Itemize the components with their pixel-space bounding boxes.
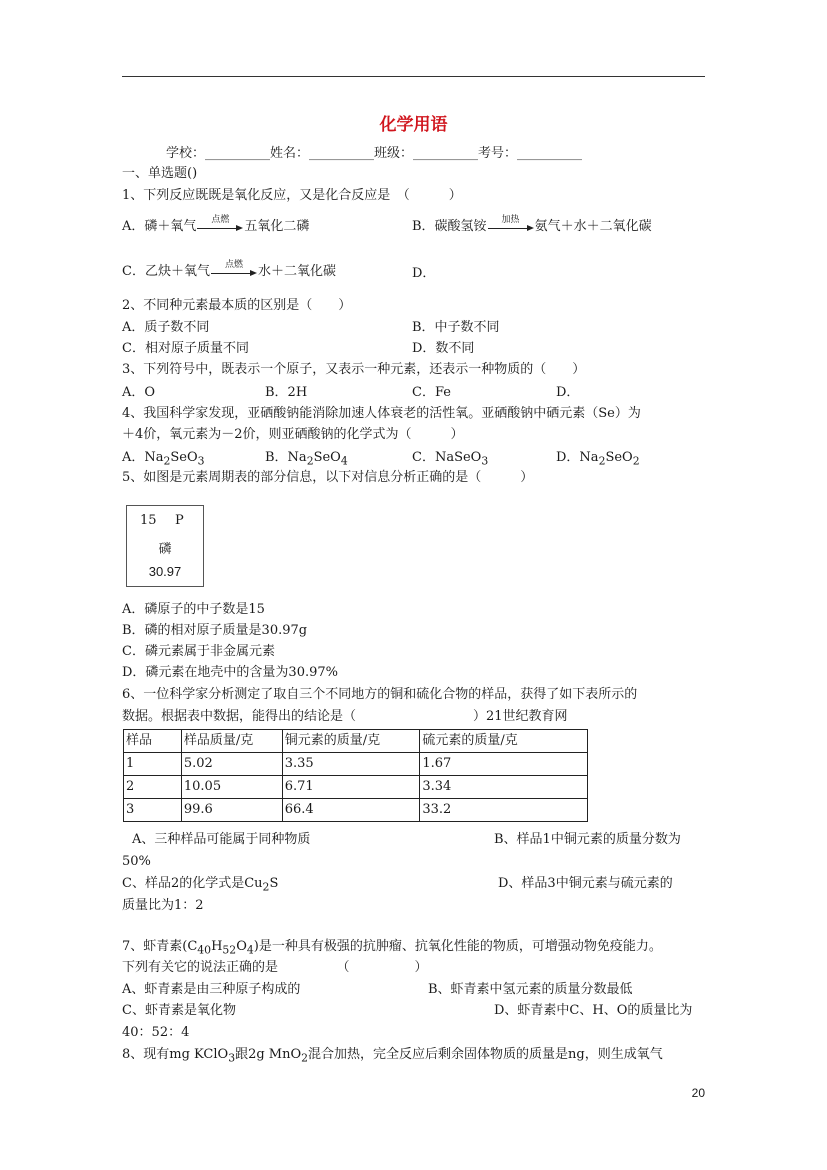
q3-stem: 3、下列符号中，既表示一个原子，又表示一种元素，还表示一种物质的（ ） bbox=[122, 362, 586, 377]
q7-option-b: B、虾青素中氢元素的质量分数最低 bbox=[428, 982, 633, 997]
table-header-cell: 样品质量/克 bbox=[181, 730, 282, 753]
element-symbol: P bbox=[175, 513, 184, 528]
q5-stem: 5、如图是元素周期表的部分信息，以下对信息分析正确的是（ ） bbox=[122, 470, 534, 485]
reaction-arrow-icon bbox=[197, 217, 243, 237]
table-cell: 99.6 bbox=[181, 799, 282, 822]
q4-stem-line2: ＋4价，氧元素为－2价，则亚硒酸钠的化学式为（ ） bbox=[122, 427, 464, 442]
q1-option-b bbox=[412, 217, 652, 237]
header-rule bbox=[122, 76, 705, 77]
q3-option-b: B．2H bbox=[265, 385, 308, 400]
q1-c-condition: 点燃 bbox=[224, 260, 243, 270]
table-cell: 6.71 bbox=[282, 776, 420, 799]
q3-option-d: D． bbox=[556, 385, 580, 400]
table-cell: 2 bbox=[124, 776, 182, 799]
q1-option-c bbox=[122, 262, 336, 282]
q7-option-d-cont: 40：52：4 bbox=[122, 1025, 190, 1040]
table-cell: 3.34 bbox=[420, 776, 588, 799]
reaction-arrow-icon bbox=[488, 217, 534, 237]
q7-stem-line2: 下列有关它的说法正确的是 （ ） bbox=[122, 960, 428, 975]
q1-b-condition: 加热 bbox=[501, 215, 520, 225]
table-row bbox=[124, 776, 588, 799]
reaction-arrow-icon bbox=[211, 262, 257, 282]
q1-a-condition: 点燃 bbox=[211, 215, 230, 225]
q8-stem: 8、现有mg KClO$_3$跟2g MnO$_2$混合加热，完全反应后剩余固体物质的质量是ng，则生成氧气 bbox=[122, 1047, 663, 1065]
table-header-cell: 样品 bbox=[124, 730, 182, 753]
q3-option-c: C．Fe bbox=[412, 385, 451, 400]
sample-data-table bbox=[123, 729, 588, 822]
q6-option-d-cont: 质量比为1：2 bbox=[122, 898, 204, 913]
q4-option-b: B．$Na_2SeO_4$ bbox=[265, 450, 348, 468]
section-heading: 一、单选题() bbox=[122, 166, 198, 181]
q4-stem-line1: 4、我国科学家发现，亚硒酸钠能消除加速人体衰老的活性氧。亚硒酸钠中硒元素（Se）为 bbox=[122, 406, 641, 421]
q6-stem-line2: 数据。根据表中数据，能得出的结论是（ ）21世纪教育网 bbox=[122, 709, 568, 724]
table-cell: 1.67 bbox=[420, 753, 588, 776]
table-cell: 10.05 bbox=[181, 776, 282, 799]
q1-option-d: D． bbox=[412, 266, 436, 281]
element-name: 磷 bbox=[158, 542, 172, 557]
q6-option-d: D、样品3中铜元素与硫元素的 bbox=[498, 876, 673, 891]
q7-option-c: C、虾青素是氧化物 bbox=[122, 1003, 236, 1018]
q3-option-a: A．O bbox=[122, 385, 156, 400]
q2-option-a: A．质子数不同 bbox=[122, 320, 210, 335]
table-row bbox=[124, 753, 588, 776]
table-cell: 33.2 bbox=[420, 799, 588, 822]
table-row bbox=[124, 799, 588, 822]
q4-option-a: A．$Na_2SeO_3$ bbox=[122, 450, 205, 468]
q7-option-a: A、虾青素是由三种原子构成的 bbox=[122, 982, 301, 997]
q1-stem: 1、下列反应既既是氧化反应，又是化合反应是 （ ） bbox=[122, 188, 462, 203]
table-cell: 1 bbox=[124, 753, 182, 776]
table-header-cell: 铜元素的质量/克 bbox=[282, 730, 420, 753]
periodic-table-cell bbox=[126, 505, 204, 587]
table-cell: 3 bbox=[124, 799, 182, 822]
q1-c-products: 水＋二氧化碳 bbox=[257, 264, 336, 279]
q4-option-c: C．NaSeO$_3$ bbox=[412, 450, 489, 468]
q7-option-d: D、虾青素中C、H、O的质量比为 bbox=[494, 1003, 693, 1018]
q7-stem-line1: 7、虾青素$(C_{40}H_{52}O_4)$是一种具有极强的抗肿瘤、抗氧化性能的物质，可增强动物免疫能力。 bbox=[122, 939, 662, 957]
q5-option-b: B．磷的相对原子质量是30.97g bbox=[122, 623, 308, 638]
page-title: 化学用语 bbox=[379, 115, 448, 135]
q2-option-c: C．相对原子质量不同 bbox=[122, 341, 249, 356]
table-cell: 66.4 bbox=[282, 799, 420, 822]
table-cell: 3.35 bbox=[282, 753, 420, 776]
q5-option-c: C．磷元素属于非金属元素 bbox=[122, 644, 275, 659]
table-header-row bbox=[124, 730, 588, 753]
q6-option-a: A、三种样品可能属于同种物质 bbox=[132, 832, 311, 847]
table-header-cell: 硫元素的质量/克 bbox=[420, 730, 588, 753]
q2-stem: 2、不同种元素最本质的区别是（ ） bbox=[122, 298, 352, 313]
table-cell: 5.02 bbox=[181, 753, 282, 776]
info-line: 学校：__________姓名：__________班级：__________考号：__________ bbox=[166, 146, 583, 161]
q6-option-b-cont: 50% bbox=[122, 854, 151, 869]
q1-b-reactants: B．碳酸氢铵 bbox=[412, 219, 487, 234]
q5-option-d: D．磷元素在地壳中的含量为30.97% bbox=[122, 665, 338, 680]
q2-option-b: B．中子数不同 bbox=[412, 320, 500, 335]
atomic-number: 15 bbox=[140, 513, 157, 528]
q2-option-d: D．数不同 bbox=[412, 341, 475, 356]
q1-option-a bbox=[122, 217, 309, 237]
q6-option-b: B、样品1中铜元素的质量分数为 bbox=[494, 832, 681, 847]
q1-b-products: 氨气＋水＋二氧化碳 bbox=[534, 219, 652, 234]
q5-option-a: A．磷原子的中子数是15 bbox=[122, 602, 265, 617]
q1-c-reactants: C．乙炔＋氧气 bbox=[122, 264, 210, 279]
q6-stem-line1: 6、一位科学家分析测定了取自三个不同地方的铜和硫化合物的样品，获得了如下表所示的 bbox=[122, 687, 638, 702]
page-number: 20 bbox=[691, 1086, 705, 1100]
q4-option-d: D．$Na_2SeO_2$ bbox=[556, 450, 640, 468]
q1-a-reactants: A．磷＋氧气 bbox=[122, 219, 197, 234]
q1-a-products: 五氧化二磷 bbox=[244, 219, 310, 234]
atomic-mass: 30.97 bbox=[148, 564, 182, 579]
q6-option-c: C、样品2的化学式是$Cu_2S$ bbox=[122, 876, 279, 894]
